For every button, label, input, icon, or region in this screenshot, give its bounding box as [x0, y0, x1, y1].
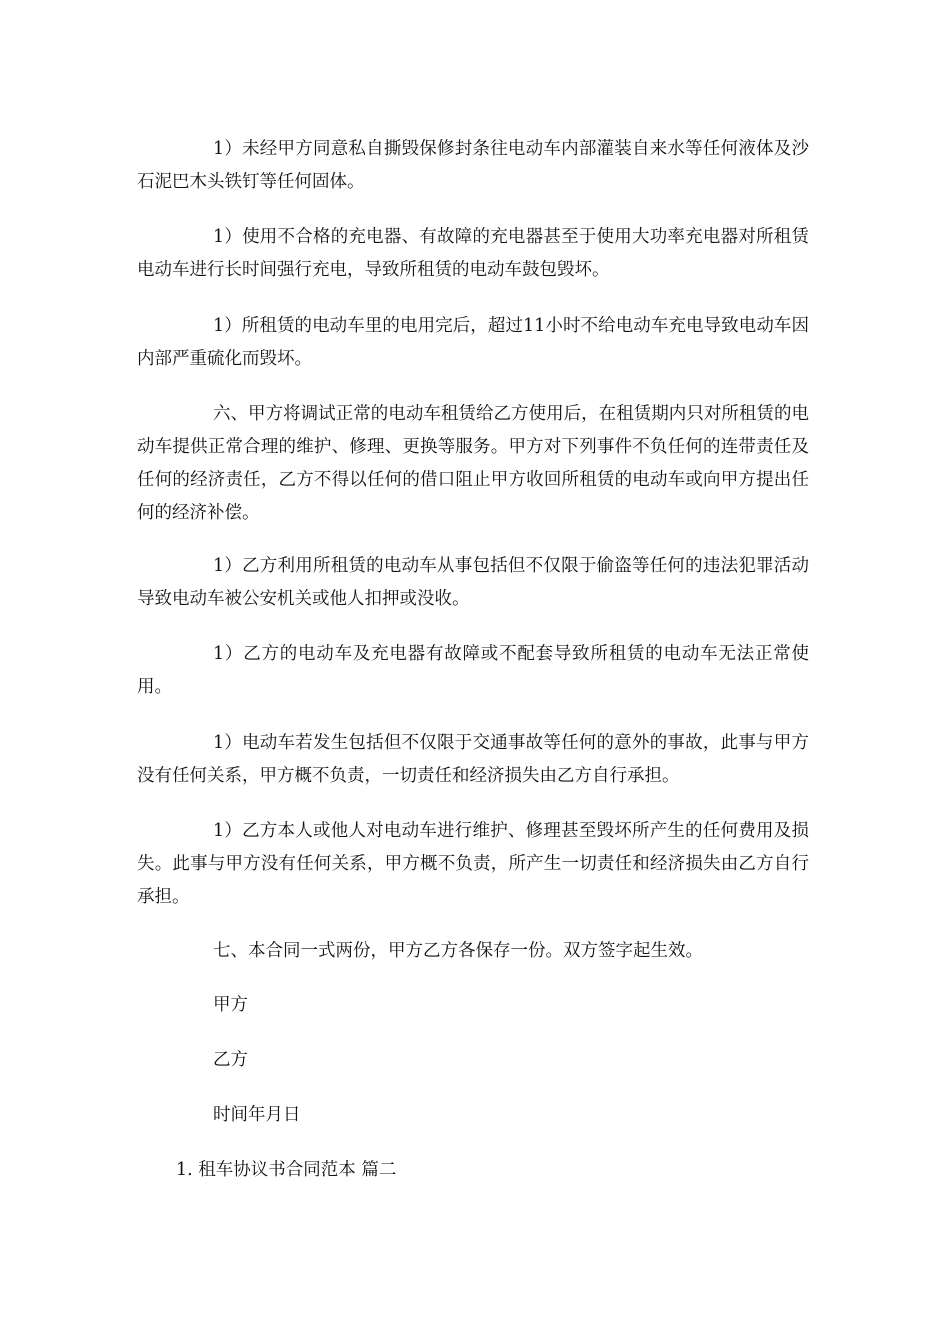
party-a-label: 甲方: [213, 995, 248, 1015]
paragraph-repair-damage: 1）乙方本人或他人对电动车进行维护、修理甚至毁坏所产生的任何费用及损失。此事与甲方没有任何关系，甲方概不负责，所产生一切责任和经济损失由乙方自行承担。: [137, 821, 809, 907]
date-line: 时间年月日: [213, 1105, 301, 1125]
section-heading: 1. 租车协议书合同范本 篇二: [176, 1160, 397, 1180]
paragraph-charger-misuse: 1）使用不合格的充电器、有故障的充电器甚至于使用大功率充电器对所租赁电动车进行长时间强行充电，导致所租赁的电动车鼓包毁坏。: [137, 227, 809, 280]
paragraph-charger-fault: 1）乙方的电动车及充电器有故障或不配套导致所租赁的电动车无法正常使用。: [137, 644, 809, 697]
paragraph-illegal-use: 1）乙方利用所租赁的电动车从事包括但不仅限于偷盗等任何的违法犯罪活动导致电动车被公安机关或他人扣押或没收。: [137, 556, 809, 609]
paragraph-seal-tampering: 1）未经甲方同意私自撕毁保修封条往电动车内部灌装自来水等任何液体及沙石泥巴木头铁钉等任何固体。: [137, 139, 809, 192]
paragraph-battery-sulfation: 1）所租赁的电动车里的电用完后，超过11小时不给电动车充电导致电动车因内部严重硫化而毁坏。: [137, 316, 809, 369]
paragraph-clause-seven: 七、本合同一式两份，甲方乙方各保存一份。双方签字起生效。: [213, 941, 703, 961]
party-b-label: 乙方: [213, 1050, 248, 1070]
paragraph-accident: 1）电动车若发生包括但不仅限于交通事故等任何的意外的事故，此事与甲方没有任何关系，甲方概不负责，一切责任和经济损失由乙方自行承担。: [137, 733, 809, 786]
paragraph-clause-six: 六、甲方将调试正常的电动车租赁给乙方使用后，在租赁期内只对所租赁的电动车提供正常合理的维护、修理、更换等服务。甲方对下列事件不负任何的连带责任及任何的经济责任，乙方不得以任何的借口阻止甲方收回所租赁的电动车或向甲方提出任何的经济补偿。: [137, 404, 809, 523]
